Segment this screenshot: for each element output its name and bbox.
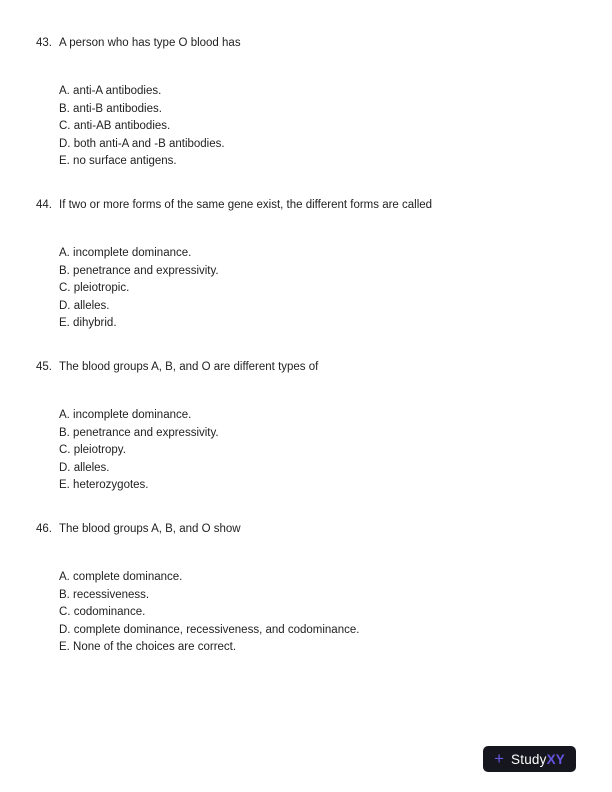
option-d: D. complete dominance, recessiveness, and codominance. bbox=[59, 623, 360, 636]
option-d: D. alleles. bbox=[59, 461, 110, 474]
option-a: A. incomplete dominance. bbox=[59, 246, 192, 259]
options-list bbox=[59, 83, 582, 171]
option-e: E. no surface antigens. bbox=[59, 155, 177, 168]
options-list bbox=[59, 407, 582, 495]
option-b: B. penetrance and expressivity. bbox=[59, 426, 219, 439]
option-c: C. codominance. bbox=[59, 606, 146, 619]
question-text: If two or more forms of the same gene exist, the different forms are called bbox=[59, 198, 433, 211]
question-43 bbox=[36, 36, 582, 171]
option-e: E. dihybrid. bbox=[59, 317, 117, 330]
brand-xy: XY bbox=[546, 751, 565, 767]
question-stem bbox=[36, 36, 582, 50]
option-a: A. complete dominance. bbox=[59, 570, 183, 583]
question-number: 45. bbox=[36, 360, 52, 373]
option-e: E. heterozygotes. bbox=[59, 479, 149, 492]
option-c: C. pleiotropy. bbox=[59, 444, 126, 457]
brand-study: Study bbox=[511, 751, 547, 767]
question-stem bbox=[36, 198, 582, 212]
question-text: The blood groups A, B, and O show bbox=[59, 522, 241, 535]
question-stem bbox=[36, 360, 582, 374]
options-list bbox=[59, 569, 582, 657]
option-e: E. None of the choices are correct. bbox=[59, 641, 237, 654]
options-list bbox=[59, 245, 582, 333]
question-46 bbox=[36, 522, 582, 657]
option-d: D. alleles. bbox=[59, 299, 110, 312]
question-number: 43. bbox=[36, 37, 52, 49]
question-45 bbox=[36, 360, 582, 495]
question-number: 46. bbox=[36, 522, 52, 535]
option-b: B. anti-B antibodies. bbox=[59, 102, 162, 115]
option-c: C. anti-AB antibodies. bbox=[59, 120, 171, 133]
question-text: A person who has type O blood has bbox=[59, 37, 241, 49]
option-b: B. penetrance and expressivity. bbox=[59, 264, 219, 277]
option-c: C. pleiotropic. bbox=[59, 282, 130, 295]
brand-wordmark bbox=[511, 752, 565, 767]
option-a: A. incomplete dominance. bbox=[59, 408, 192, 421]
question-stem bbox=[36, 522, 582, 536]
question-text: The blood groups A, B, and O are different types of bbox=[59, 360, 319, 373]
question-number: 44. bbox=[36, 198, 52, 211]
studyxy-logo bbox=[483, 746, 576, 772]
question-44 bbox=[36, 198, 582, 333]
plus-icon: + bbox=[494, 748, 505, 768]
option-d: D. both anti-A and -B antibodies. bbox=[59, 137, 225, 150]
option-a: A. anti-A antibodies. bbox=[59, 85, 162, 97]
option-b: B. recessiveness. bbox=[59, 588, 150, 601]
